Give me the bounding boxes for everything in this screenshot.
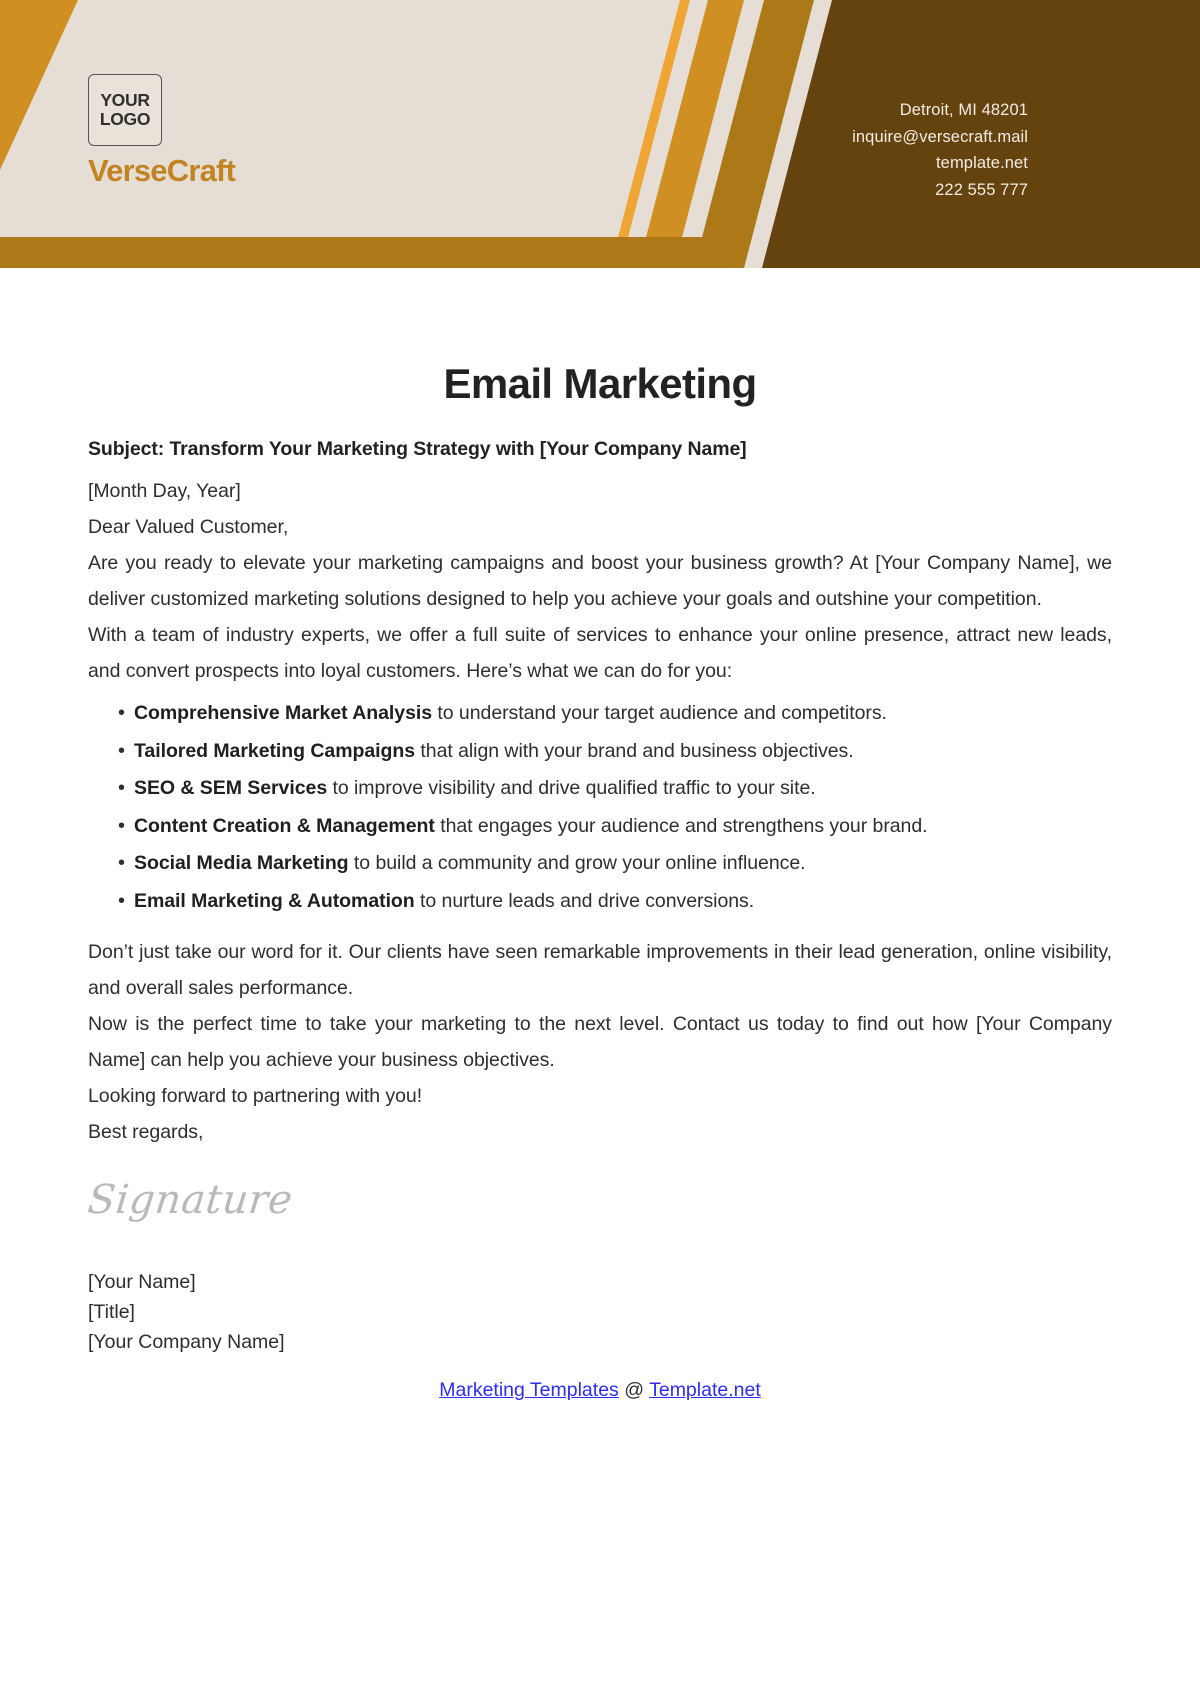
template-net-link[interactable]: Template.net	[649, 1379, 761, 1402]
services-list	[88, 695, 1112, 920]
signature-mark: Signature	[85, 1177, 295, 1224]
bottom-bronze-bar	[0, 237, 752, 268]
paragraph-1: Are you ready to elevate your marketing campaigns and boost your business growth? At [Your Company Name], we deliver customized marketing solutions designed to help you achieve your goals and outshine your competition.	[88, 552, 1112, 611]
service-item-title: Email Marketing & Automation	[134, 889, 415, 912]
contact-address: Detroit, MI 48201	[899, 101, 1028, 119]
service-item-title: Social Media Marketing	[134, 852, 349, 875]
footer-attribution	[88, 1379, 1112, 1402]
service-list-item	[118, 845, 1112, 882]
signer-title: [Title]	[88, 1301, 135, 1323]
letterhead-header	[0, 0, 1200, 268]
regards-line: Best regards,	[88, 1121, 204, 1144]
signer-company: [Your Company Name]	[88, 1330, 285, 1353]
letter-body	[0, 268, 1200, 1402]
paragraph-2: With a team of industry experts, we offer a full suite of services to enhance your online presence, attract new leads, and convert prospects into loyal customers. Here’s what we can do for you:	[88, 624, 1112, 683]
service-item-description: that align with your brand and business objectives.	[415, 739, 854, 762]
logo-block	[88, 74, 348, 189]
logo-line-2: LOGO	[99, 109, 151, 129]
service-item-title: Comprehensive Market Analysis	[134, 702, 433, 725]
closing-line: Looking forward to partnering with you!	[88, 1085, 423, 1108]
date-placeholder: [Month Day, Year]	[88, 480, 241, 502]
paragraph-4: Now is the perfect time to take your marketing to the next level. Contact us today to find out how [Your Company Name] can help you achieve your business objectives.	[88, 1013, 1112, 1072]
salutation: Dear Valued Customer,	[88, 516, 289, 539]
service-list-item	[118, 808, 1112, 845]
service-item-title: SEO & SEM Services	[134, 777, 328, 800]
page-title: Email Marketing	[443, 360, 757, 407]
contact-phone: 222 555 777	[935, 181, 1028, 200]
signer-block	[88, 1268, 1112, 1357]
signer-name: [Your Name]	[88, 1271, 196, 1294]
service-item-description: to improve visibility and drive qualified traffic to your site.	[327, 777, 816, 800]
contact-website: template.net	[935, 154, 1028, 173]
brand-name: VerseCraft	[88, 153, 236, 188]
contact-email: inquire@versecraft.mail	[852, 127, 1028, 146]
service-item-title: Tailored Marketing Campaigns	[134, 739, 416, 762]
marketing-templates-link[interactable]: Marketing Templates	[439, 1379, 619, 1402]
service-item-title: Content Creation & Management	[134, 814, 435, 837]
subject-line: Subject: Transform Your Marketing Strategy with [Your Company Name]	[88, 438, 747, 460]
logo-line-1: YOUR	[100, 90, 150, 111]
service-list-item	[118, 733, 1112, 770]
logo-placeholder-box	[88, 74, 162, 146]
service-list-item	[118, 695, 1112, 732]
footer-separator: @	[624, 1379, 645, 1402]
service-list-item	[118, 883, 1112, 920]
service-list-item	[118, 770, 1112, 807]
paragraph-3: Don’t just take our word for it. Our clients have seen remarkable improvements in their lead generation, online visibility, and overall sales performance.	[88, 941, 1112, 1000]
service-item-description: to understand your target audience and competitors.	[432, 702, 887, 725]
contact-block	[852, 97, 1028, 204]
service-item-description: to nurture leads and drive conversions.	[414, 889, 755, 912]
service-item-description: that engages your audience and strengthens your brand.	[434, 814, 928, 837]
service-item-description: to build a community and grow your online influence.	[348, 852, 806, 875]
